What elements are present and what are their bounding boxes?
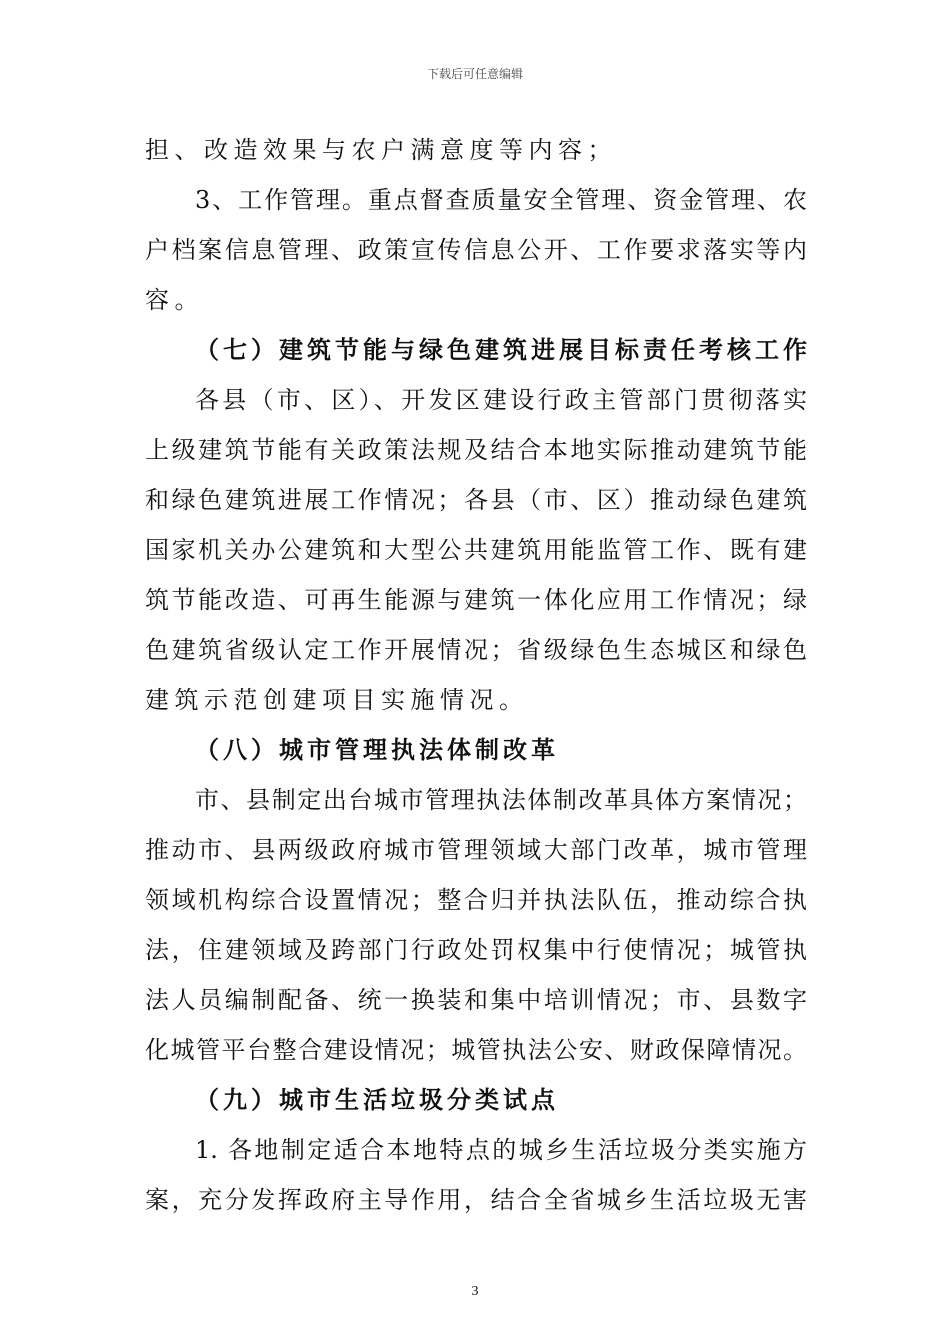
body-line: 领域机构综合设置情况；整合归并执法队伍，推动综合执 — [145, 886, 807, 914]
body-line: 各县（市、区）、开发区建设行政主管部门贯彻落实 — [195, 386, 807, 414]
body-line: 市、县制定出台城市管理执法体制改革具体方案情况； — [195, 786, 807, 814]
body-line: 担、改造效果与农户满意度等内容； — [145, 136, 617, 164]
body-line: 化城管平台整合建设情况；城管执法公安、财政保障情况。 — [145, 1036, 807, 1064]
body-line: 3、工作管理。重点督查质量安全管理、资金管理、农 — [195, 186, 807, 214]
body-line: 推动市、县两级政府城市管理领域大部门改革，城市管理 — [145, 836, 807, 864]
section-heading: （八）城市管理执法体制改革 — [195, 736, 559, 764]
body-line: 容。 — [145, 286, 204, 314]
section-heading: （九）城市生活垃圾分类试点 — [195, 1086, 559, 1114]
body-line: 筑节能改造、可再生能源与建筑一体化应用工作情况；绿 — [145, 586, 807, 614]
body-line: 上级建筑节能有关政策法规及结合本地实际推动建筑节能 — [145, 436, 807, 464]
body-line: 国家机关办公建筑和大型公共建筑用能监管工作、既有建 — [145, 536, 807, 564]
body-line: 户档案信息管理、政策宣传信息公开、工作要求落实等内 — [145, 236, 807, 264]
body-line: 建筑示范创建项目实施情况。 — [145, 686, 529, 714]
body-line: 色建筑省级认定工作开展情况；省级绿色生态城区和绿色 — [145, 636, 807, 664]
body-line: 案，充分发挥政府主导作用，结合全省城乡生活垃圾无害 — [145, 1186, 807, 1214]
header-note: 下载后可任意编辑 — [426, 67, 523, 81]
section-heading: （七）建筑节能与绿色建筑进展目标责任考核工作 — [195, 336, 811, 364]
page-number: 3 — [471, 1284, 479, 1299]
body-line: 和绿色建筑进展工作情况；各县（市、区）推动绿色建筑 — [145, 486, 807, 514]
body-line: 法，住建领域及跨部门行政处罚权集中行使情况；城管执 — [145, 936, 807, 964]
body-line: 法人员编制配备、统一换装和集中培训情况；市、县数字 — [145, 986, 807, 1014]
body-line: 1. 各地制定适合本地特点的城乡生活垃圾分类实施方 — [195, 1136, 807, 1164]
